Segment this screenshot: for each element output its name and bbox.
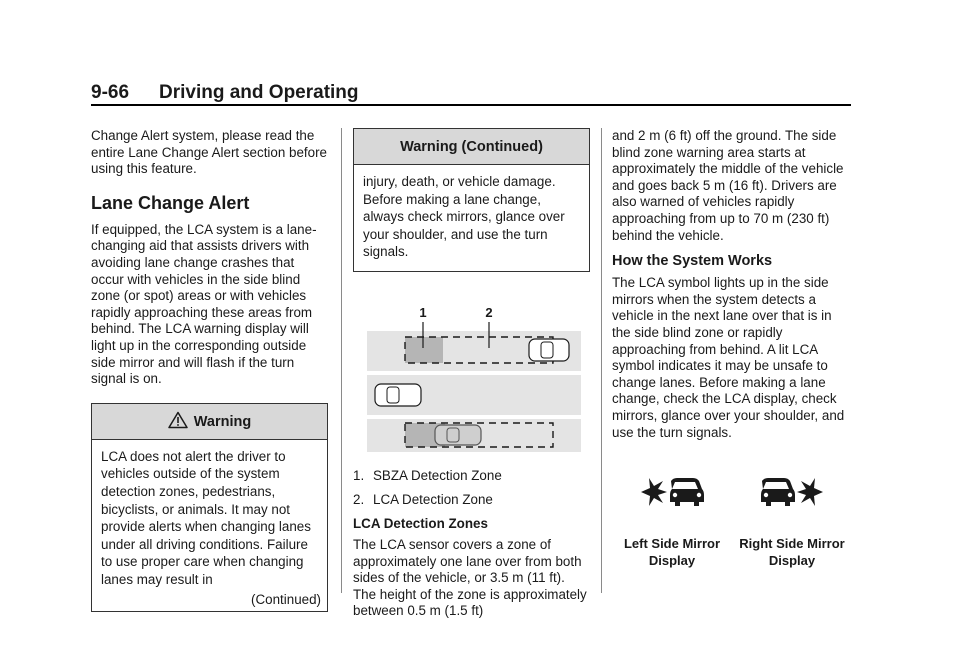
figure-caption: LCA Detection Zones	[353, 515, 488, 531]
column-divider	[601, 128, 602, 593]
lca-right-mirror-icon	[759, 475, 825, 509]
left-mirror-label: Left Side Mirror Display	[623, 536, 721, 568]
vehicle-icon	[435, 425, 481, 445]
header-rule	[91, 104, 851, 106]
lca-detection-zones-diagram	[363, 304, 583, 452]
callout-1: 1	[419, 304, 427, 320]
how-system-works-title: How the System Works	[612, 253, 773, 270]
mirror-displays	[612, 475, 852, 585]
section-title: Driving and Operating	[159, 82, 359, 103]
how-system-works-text: The LCA symbol lights up in the side mirrors when the system detects a vehicle in the next lane over that is in the side blind zone or rapidly approaching from behind. A lit LCA symbol indicates it may be unsafe to change lanes. Before making a lane change, check the LCA display, check mirrors, glance over your shoulder, and use the turn signals.	[612, 275, 845, 440]
intro-text: Change Alert system, please read the entire Lane Change Alert section before using this feature.	[91, 128, 327, 177]
lca-left-mirror-icon	[639, 475, 705, 509]
continued-label: (Continued)	[251, 592, 321, 608]
warning-triangle-icon	[168, 411, 188, 429]
column-divider	[341, 128, 342, 593]
column-1	[91, 128, 328, 612]
host-vehicle-icon	[375, 384, 421, 406]
column-3	[612, 128, 852, 441]
sbza-zone-top	[405, 337, 443, 363]
sensor-coverage-text: The LCA sensor covers a zone of approximately one lane over from both sides of the vehicle, or 3.5 m (11 ft). The height of the zone is approximately between 0.5 m (1.5 ft)	[353, 536, 587, 619]
list-item: 1. SBZA Detection Zone	[353, 467, 502, 483]
lca-description: If equipped, the LCA system is a lane-changing aid that assists drivers with avoiding lane change crashes that occur with vehicles in the side blind zone (or spot) areas or with vehicles rapidly approaching these areas from behind. The LCA warning display will light up in the corresponding outside side mirror and will flash if the turn signal is on.	[91, 221, 317, 387]
page-number: 9-66	[91, 82, 130, 103]
zone-legend	[353, 468, 590, 508]
column-2	[353, 128, 590, 620]
warning-box	[91, 403, 328, 613]
page-header	[91, 82, 851, 106]
warning-title: Warning	[193, 413, 252, 430]
vehicle-icon	[529, 339, 569, 361]
warning-continued-header: Warning (Continued)	[354, 129, 589, 165]
warning-header	[92, 404, 327, 440]
right-mirror-display	[732, 475, 852, 569]
warning-area-text: and 2 m (6 ft) off the ground. The side blind zone warning area starts at approximately the middle of the vehicle and goes back 5 m (16 ft). Drivers are also warned of vehicles rapidly approaching from up to 70 m (230 ft) behind the vehicle.	[612, 128, 844, 243]
warning-body: LCA does not alert the driver to vehicles outside of the system detection zones, pedestrians, bicyclists, or animals. It may not provide alerts when changing lanes under all driving conditions. Failure to use proper care when changing lanes may result in	[101, 448, 311, 587]
left-mirror-display	[612, 475, 732, 569]
callout-2: 2	[485, 304, 493, 320]
warning-continued-body: injury, death, or vehicle damage. Before making a lane change, always check mirrors, glance over your shoulder, and use the turn signals.	[363, 174, 565, 260]
lane-change-alert-title: Lane Change Alert	[91, 192, 250, 213]
right-mirror-label: Right Side Mirror Display	[739, 536, 845, 568]
list-item: 2. LCA Detection Zone	[353, 491, 493, 507]
warning-continued-box	[353, 128, 590, 272]
